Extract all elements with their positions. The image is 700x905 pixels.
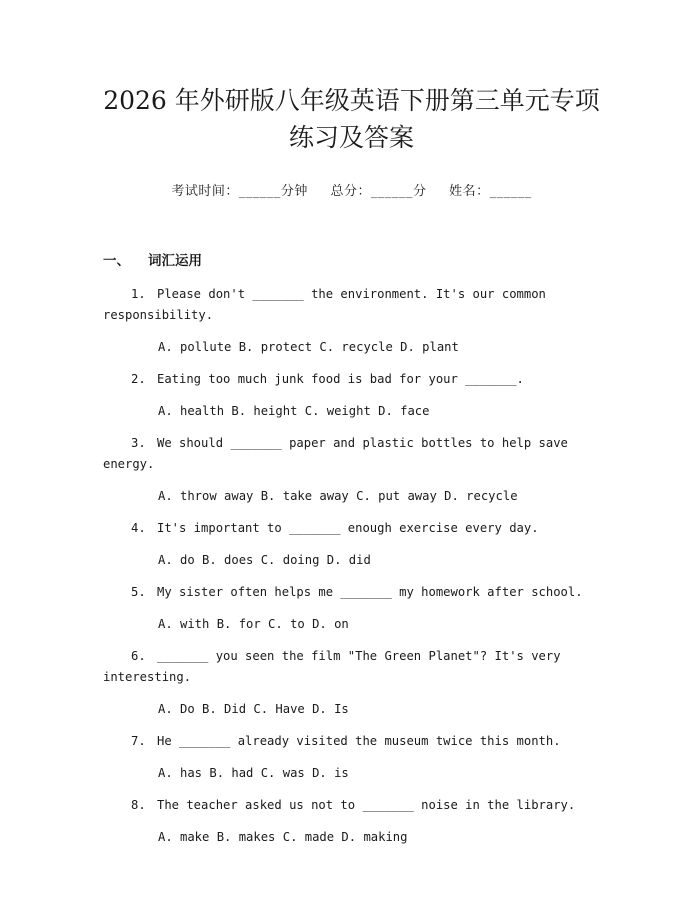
- question-options: A. health B. height C. weight D. face: [158, 404, 430, 418]
- question-item: [103, 284, 600, 358]
- question-text: 7. He _______ already visited the museum twice this month.: [131, 734, 561, 748]
- exam-info: [103, 180, 600, 199]
- question-text: 6. _______ you seen the film "The Green Planet"? It's very interesting.: [103, 649, 561, 684]
- question-item: [103, 646, 600, 720]
- question-options: A. pollute B. protect C. recycle D. plant: [158, 340, 459, 354]
- section-heading: [103, 249, 600, 269]
- question-item: [103, 518, 600, 571]
- question-item: [103, 433, 600, 507]
- question-item: [103, 369, 600, 422]
- question-item: [103, 795, 600, 848]
- question-text: 3. We should _______ paper and plastic bottles to help save energy.: [103, 436, 568, 471]
- question-text: 4. It's important to _______ enough exercise every day.: [131, 521, 539, 535]
- title-line-1: 2026 年外研版八年级英语下册第三单元专项: [103, 86, 600, 115]
- question-options: A. Do B. Did C. Have D. Is: [158, 702, 349, 716]
- question-options: A. with B. for C. to D. on: [158, 617, 349, 631]
- exam-time: 考试时间：______分钟: [171, 184, 308, 199]
- question-text: 1. Please don't _______ the environment. It's our common responsibility.: [103, 287, 546, 322]
- section-number: 一、: [103, 253, 130, 269]
- question-item: [103, 582, 600, 635]
- title-line-2: 练习及答案: [288, 123, 414, 152]
- student-name: 姓名：______: [449, 184, 532, 199]
- question-list: [103, 284, 600, 848]
- question-options: A. do B. does C. doing D. did: [158, 553, 371, 567]
- question-options: A. has B. had C. was D. is: [158, 766, 349, 780]
- question-text: 8. The teacher asked us not to _______ noise in the library.: [131, 798, 576, 812]
- question-item: [103, 731, 600, 784]
- question-text: 5. My sister often helps me _______ my homework after school.: [131, 585, 583, 599]
- document-title: [103, 82, 600, 156]
- section-title: 词汇运用: [148, 253, 202, 269]
- question-options: A. throw away B. take away C. put away D. recycle: [158, 489, 518, 503]
- question-text: 2. Eating too much junk food is bad for your _______.: [131, 372, 524, 386]
- exam-total-score: 总分：______分: [330, 184, 427, 199]
- question-options: A. make B. makes C. made D. making: [158, 830, 408, 844]
